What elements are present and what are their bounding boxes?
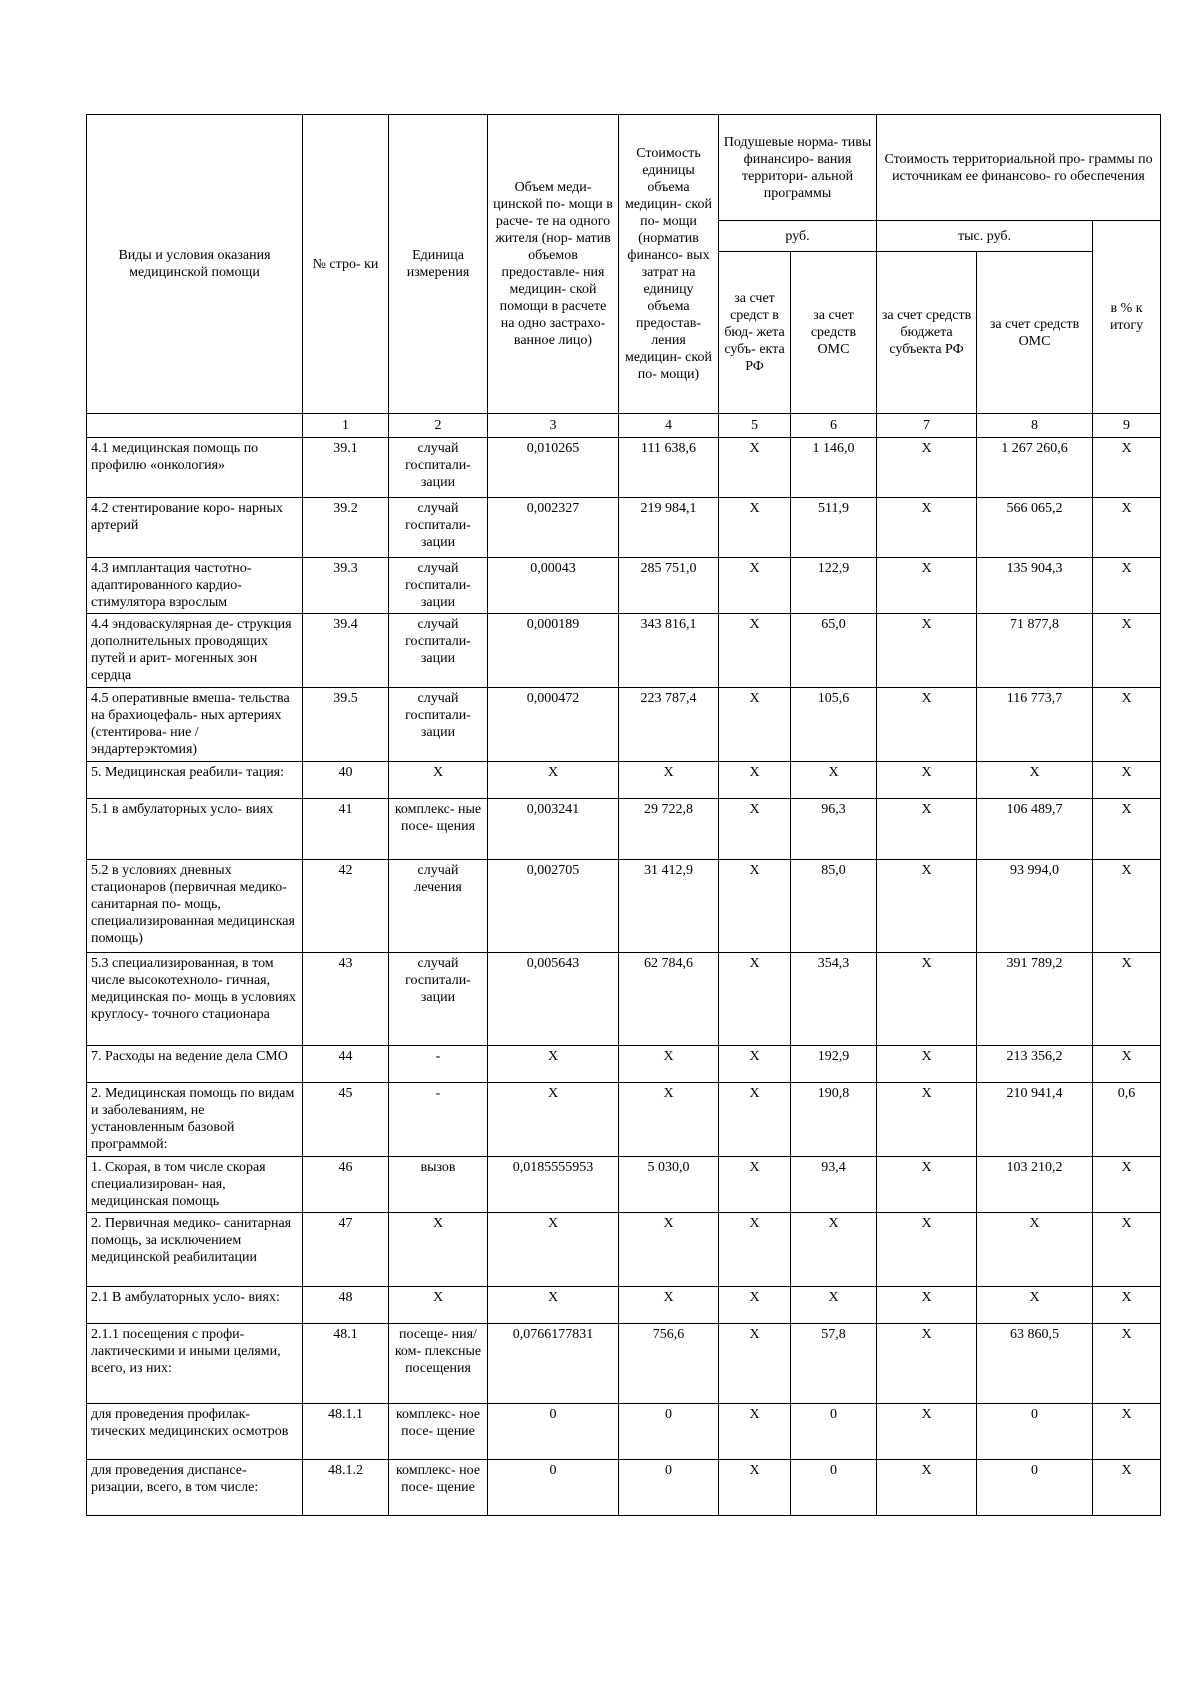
header-oms-rub: за счет средств ОМС	[791, 252, 877, 414]
cell-budget-rub: X	[719, 1460, 791, 1516]
cell-oms-thous: 93 994,0	[977, 860, 1093, 953]
cell-oms-thous: X	[977, 1213, 1093, 1287]
cell-row-no: 39.5	[303, 688, 389, 762]
table-row	[87, 688, 1161, 762]
cell-volume: 0,003241	[488, 799, 619, 860]
cell-budget-rub: X	[719, 1324, 791, 1404]
cell-oms-rub: 190,8	[791, 1083, 877, 1157]
cell-row-no: 41	[303, 799, 389, 860]
cell-oms-thous: 106 489,7	[977, 799, 1093, 860]
cell-unit: посеще- ния/ ком- плексные посещения	[389, 1324, 488, 1404]
table-row	[87, 1157, 1161, 1213]
header-oms-thous: за счет средств ОМС	[977, 252, 1093, 414]
cell-row-no: 47	[303, 1213, 389, 1287]
cell-oms-rub: 57,8	[791, 1324, 877, 1404]
cell-unit: случай госпитали- зации	[389, 438, 488, 498]
header-kind: Виды и условия оказания медицинской помощи	[87, 115, 303, 414]
medical-program-table	[86, 114, 1161, 1516]
column-numbers-row	[87, 414, 1161, 438]
cell-percent: X	[1093, 953, 1161, 1046]
cell-budget-thous: X	[877, 1157, 977, 1213]
cell-kind: 4.1 медицинская помощь по профилю «онкология»	[87, 438, 303, 498]
cell-unit: вызов	[389, 1157, 488, 1213]
header-thous-rub: тыс. руб.	[877, 221, 1093, 252]
cell-budget-thous: X	[877, 860, 977, 953]
cell-kind: 2.1.1 посещения с профи- лактическими и иными целями, всего, из них:	[87, 1324, 303, 1404]
cell-cost: X	[619, 1046, 719, 1083]
cell-volume: X	[488, 1083, 619, 1157]
cell-budget-thous: X	[877, 1213, 977, 1287]
cell-percent: X	[1093, 1460, 1161, 1516]
header-volume: Объем меди- цинской по- мощи в расче- те на одного жителя (нор- матив объемов предоставле- ния медицин- ской помощи в расчете на одно застрахо- ванное лицо)	[488, 115, 619, 414]
cell-cost: 343 816,1	[619, 614, 719, 688]
cell-oms-rub: 192,9	[791, 1046, 877, 1083]
cell-kind: 4.4 эндоваскулярная де- струкция дополнительных проводящих путей и арит- могенных зон сердца	[87, 614, 303, 688]
cell-oms-thous: 116 773,7	[977, 688, 1093, 762]
cell-oms-rub: 1 146,0	[791, 438, 877, 498]
cell-percent: X	[1093, 558, 1161, 614]
cell-volume: 0,0185555953	[488, 1157, 619, 1213]
cell-percent: X	[1093, 1157, 1161, 1213]
cell-row-no: 48.1	[303, 1324, 389, 1404]
cell-unit: X	[389, 1287, 488, 1324]
column-number: 3	[488, 414, 619, 438]
header-cost: Стоимость единицы объема медицин- ской по- мощи (норматив финансо- вых затрат на единицу объема предостав- ления медицин- ской по- мощи)	[619, 115, 719, 414]
cell-cost: 0	[619, 1460, 719, 1516]
cell-percent: X	[1093, 1324, 1161, 1404]
cell-budget-thous: X	[877, 1460, 977, 1516]
cell-unit: комплекс- ные посе- щения	[389, 799, 488, 860]
table-row	[87, 614, 1161, 688]
cell-oms-thous: 103 210,2	[977, 1157, 1093, 1213]
column-number: 7	[877, 414, 977, 438]
cell-cost: 5 030,0	[619, 1157, 719, 1213]
cell-oms-rub: 354,3	[791, 953, 877, 1046]
cell-budget-rub: X	[719, 1083, 791, 1157]
table-row	[87, 1213, 1161, 1287]
table-row	[87, 799, 1161, 860]
cell-oms-rub: 85,0	[791, 860, 877, 953]
cell-oms-rub: X	[791, 1213, 877, 1287]
cell-budget-rub: X	[719, 1046, 791, 1083]
cell-volume: X	[488, 1213, 619, 1287]
cell-oms-thous: 391 789,2	[977, 953, 1093, 1046]
cell-row-no: 43	[303, 953, 389, 1046]
table-row	[87, 1460, 1161, 1516]
cell-budget-rub: X	[719, 953, 791, 1046]
cell-oms-thous: X	[977, 762, 1093, 799]
cell-row-no: 39.4	[303, 614, 389, 688]
cell-oms-thous: 566 065,2	[977, 498, 1093, 558]
header-budget-thous: за счет средств бюджета субъекта РФ	[877, 252, 977, 414]
cell-budget-thous: X	[877, 688, 977, 762]
table-row	[87, 1046, 1161, 1083]
cell-budget-thous: X	[877, 1287, 977, 1324]
cell-unit: случай госпитали- зации	[389, 614, 488, 688]
cell-volume: X	[488, 762, 619, 799]
cell-oms-rub: 0	[791, 1404, 877, 1460]
cell-cost: 223 787,4	[619, 688, 719, 762]
cell-unit: X	[389, 762, 488, 799]
cell-kind: 1. Скорая, в том числе скорая специализирован- ная, медицинская помощь	[87, 1157, 303, 1213]
cell-row-no: 39.1	[303, 438, 389, 498]
cell-cost: 31 412,9	[619, 860, 719, 953]
cell-budget-thous: X	[877, 953, 977, 1046]
column-number: 8	[977, 414, 1093, 438]
cell-kind: 5.2 в условиях дневных стационаров (первичная медико-санитарная по- мощь, специализированная медицинская помощь)	[87, 860, 303, 953]
cell-volume: 0,005643	[488, 953, 619, 1046]
cell-row-no: 46	[303, 1157, 389, 1213]
cell-percent: 0,6	[1093, 1083, 1161, 1157]
cell-budget-thous: X	[877, 614, 977, 688]
header-territorial: Стоимость территориальной про- граммы по источникам ее финансово- го обеспечения	[877, 115, 1161, 221]
table-row	[87, 1287, 1161, 1324]
cell-cost: 62 784,6	[619, 953, 719, 1046]
cell-volume: X	[488, 1287, 619, 1324]
cell-budget-rub: X	[719, 1213, 791, 1287]
column-number: 6	[791, 414, 877, 438]
cell-budget-thous: X	[877, 558, 977, 614]
cell-oms-rub: 122,9	[791, 558, 877, 614]
cell-cost: 0	[619, 1404, 719, 1460]
header-budget-rub: за счет средст в бюд- жета субъ- екта РФ	[719, 252, 791, 414]
cell-kind: 2. Медицинская помощь по видам и заболеваниям, не установленным базовой программой:	[87, 1083, 303, 1157]
column-number: 5	[719, 414, 791, 438]
table-row	[87, 558, 1161, 614]
column-number: 4	[619, 414, 719, 438]
cell-row-no: 39.3	[303, 558, 389, 614]
cell-oms-thous: X	[977, 1287, 1093, 1324]
cell-kind: 7. Расходы на ведение дела СМО	[87, 1046, 303, 1083]
cell-budget-rub: X	[719, 614, 791, 688]
cell-budget-rub: X	[719, 1404, 791, 1460]
cell-kind: 5.3 специализированная, в том числе высокотехноло- гичная, медицинская по- мощь в условиях круглосу- точного стационара	[87, 953, 303, 1046]
cell-kind: 2. Первичная медико- санитарная помощь, за исключением медицинской реабилитации	[87, 1213, 303, 1287]
table-row	[87, 860, 1161, 953]
cell-percent: X	[1093, 438, 1161, 498]
header-unit: Единица измерения	[389, 115, 488, 414]
cell-volume: 0	[488, 1404, 619, 1460]
cell-oms-thous: 0	[977, 1404, 1093, 1460]
table-row	[87, 498, 1161, 558]
cell-unit: -	[389, 1046, 488, 1083]
cell-unit: X	[389, 1213, 488, 1287]
cell-budget-rub: X	[719, 558, 791, 614]
cell-cost: 29 722,8	[619, 799, 719, 860]
cell-budget-rub: X	[719, 438, 791, 498]
cell-oms-thous: 213 356,2	[977, 1046, 1093, 1083]
cell-percent: X	[1093, 688, 1161, 762]
cell-volume: 0,010265	[488, 438, 619, 498]
cell-kind: 5.1 в амбулаторных усло- виях	[87, 799, 303, 860]
column-number: 2	[389, 414, 488, 438]
cell-percent: X	[1093, 860, 1161, 953]
cell-unit: случай госпитали- зации	[389, 558, 488, 614]
column-number-blank	[87, 414, 303, 438]
cell-row-no: 44	[303, 1046, 389, 1083]
cell-percent: X	[1093, 1287, 1161, 1324]
cell-oms-thous: 135 904,3	[977, 558, 1093, 614]
cell-kind: 4.2 стентирование коро- нарных артерий	[87, 498, 303, 558]
cell-oms-rub: X	[791, 762, 877, 799]
cell-volume: 0,002705	[488, 860, 619, 953]
cell-row-no: 42	[303, 860, 389, 953]
cell-oms-rub: 0	[791, 1460, 877, 1516]
table-row	[87, 953, 1161, 1046]
cell-percent: X	[1093, 498, 1161, 558]
cell-cost: X	[619, 1213, 719, 1287]
cell-volume: 0	[488, 1460, 619, 1516]
cell-row-no: 40	[303, 762, 389, 799]
cell-unit: -	[389, 1083, 488, 1157]
cell-kind: для проведения профилак- тических медицинских осмотров	[87, 1404, 303, 1460]
table-row	[87, 1324, 1161, 1404]
cell-volume: 0,000189	[488, 614, 619, 688]
cell-unit: случай госпитали- зации	[389, 953, 488, 1046]
cell-budget-rub: X	[719, 1287, 791, 1324]
cell-oms-rub: 511,9	[791, 498, 877, 558]
header-rub: руб.	[719, 221, 877, 252]
cell-row-no: 48.1.2	[303, 1460, 389, 1516]
cell-budget-rub: X	[719, 799, 791, 860]
cell-volume: 0,000472	[488, 688, 619, 762]
cell-volume: 0,00043	[488, 558, 619, 614]
cell-row-no: 39.2	[303, 498, 389, 558]
cell-row-no: 45	[303, 1083, 389, 1157]
cell-budget-rub: X	[719, 762, 791, 799]
table-row	[87, 1404, 1161, 1460]
cell-percent: X	[1093, 1046, 1161, 1083]
cell-unit: случай госпитали- зации	[389, 498, 488, 558]
table-row	[87, 438, 1161, 498]
cell-cost: X	[619, 1083, 719, 1157]
cell-row-no: 48.1.1	[303, 1404, 389, 1460]
cell-percent: X	[1093, 762, 1161, 799]
cell-budget-rub: X	[719, 860, 791, 953]
cell-percent: X	[1093, 614, 1161, 688]
cell-cost: 219 984,1	[619, 498, 719, 558]
cell-percent: X	[1093, 799, 1161, 860]
table-row	[87, 762, 1161, 799]
cell-oms-thous: 0	[977, 1460, 1093, 1516]
table-row	[87, 1083, 1161, 1157]
cell-kind: 2.1 В амбулаторных усло- виях:	[87, 1287, 303, 1324]
cell-volume: 0,0766177831	[488, 1324, 619, 1404]
cell-oms-thous: 71 877,8	[977, 614, 1093, 688]
cell-volume: 0,002327	[488, 498, 619, 558]
cell-row-no: 48	[303, 1287, 389, 1324]
cell-unit: комплекс- ное посе- щение	[389, 1460, 488, 1516]
cell-oms-thous: 210 941,4	[977, 1083, 1093, 1157]
cell-volume: X	[488, 1046, 619, 1083]
cell-budget-thous: X	[877, 1046, 977, 1083]
cell-budget-thous: X	[877, 1404, 977, 1460]
cell-cost: X	[619, 1287, 719, 1324]
cell-budget-thous: X	[877, 438, 977, 498]
cell-unit: комплекс- ное посе- щение	[389, 1404, 488, 1460]
cell-percent: X	[1093, 1404, 1161, 1460]
cell-oms-rub: 105,6	[791, 688, 877, 762]
cell-budget-rub: X	[719, 1157, 791, 1213]
cell-budget-rub: X	[719, 498, 791, 558]
cell-budget-rub: X	[719, 688, 791, 762]
cell-kind: 4.5 оперативные вмеша- тельства на брахиоцефаль- ных артериях (стентирова- ние / эндартерэктомия)	[87, 688, 303, 762]
cell-budget-thous: X	[877, 1083, 977, 1157]
cell-kind: для проведения диспансе- ризации, всего, в том числе:	[87, 1460, 303, 1516]
cell-budget-thous: X	[877, 762, 977, 799]
cell-budget-thous: X	[877, 799, 977, 860]
cell-cost: 285 751,0	[619, 558, 719, 614]
cell-oms-rub: 96,3	[791, 799, 877, 860]
cell-unit: случай госпитали- зации	[389, 688, 488, 762]
header-per-capita: Подушевые норма- тивы финансиро- вания территори- альной программы	[719, 115, 877, 221]
cell-cost: X	[619, 762, 719, 799]
cell-oms-thous: 63 860,5	[977, 1324, 1093, 1404]
cell-oms-rub: X	[791, 1287, 877, 1324]
column-number: 9	[1093, 414, 1161, 438]
cell-unit: случай лечения	[389, 860, 488, 953]
cell-kind: 5. Медицинская реабили- тация:	[87, 762, 303, 799]
header-row-no: № стро- ки	[303, 115, 389, 414]
cell-oms-thous: 1 267 260,6	[977, 438, 1093, 498]
header-percent: в % к итогу	[1093, 221, 1161, 414]
cell-budget-thous: X	[877, 498, 977, 558]
cell-percent: X	[1093, 1213, 1161, 1287]
cell-oms-rub: 93,4	[791, 1157, 877, 1213]
column-number: 1	[303, 414, 389, 438]
cell-kind: 4.3 имплантация частотно- адаптированного кардио- стимулятора взрослым	[87, 558, 303, 614]
cell-budget-thous: X	[877, 1324, 977, 1404]
cell-cost: 111 638,6	[619, 438, 719, 498]
cell-cost: 756,6	[619, 1324, 719, 1404]
cell-oms-rub: 65,0	[791, 614, 877, 688]
